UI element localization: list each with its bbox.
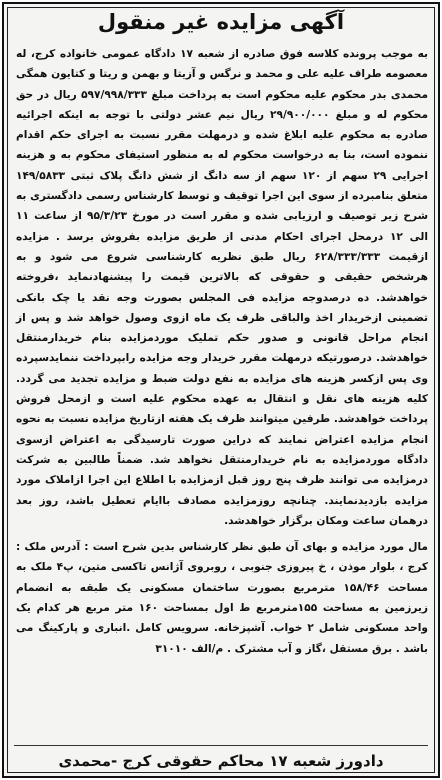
notice-body bbox=[16, 44, 428, 659]
notice-paragraph-main: به موجب پرونده کلاسه فوق صادره از شعبه ۱۷ دادگاه عمومی خانواده کرج، له معصومه طراف علیه علی و محمد و نرگس و آزیتا و بهمن و ریتا و کتایون همگی محمدی بدر محکوم علیه محکوم است به پرداخت مبلغ ۵۹۷/۹۹۸/۳۳۳ ریال در حق محکوم له و مبلغ ۲۹/۹۰۰/۰۰۰ ریال نیم عشر دولتی با توجه به اینکه اجرائیه صادره به محکوم علیه ابلاغ شده و درمهلت مقرر نسبت به اجرای حکم اقدام ننموده است، بنا به درخواست محکوم له به منظور استیفای محکوم به و هزینه اجرایی ۲۹ سهم از ۱۲۰ سهم از سه دانگ از شش دانگ پلاک ثبتی ۱۴۹/۵۸۳۳ متعلق بنامبرده از سوی این اجرا توقیف و توسط کارشناس رسمی دادگستری به شرح زیر توصیف و ارزیابی شده و مقرر است در مورخ ۹۵/۳/۲۳ از ساعت ۱۱ الی ۱۲ درمحل اجرای احکام مدنی از طریق مزایده بفروش برسد . مزایده ازقیمت ۶۲۸/۳۳۳/۳۳۳ ریال طبق نظریه کارشناسی شروع می شود و به هرشخص حقیقی و حقوقی که بالاترین قیمت را پیشنهادنماید ،فروخته خواهدشد. ده درصدوجه مزایده فی المجلس بصورت وجه نقد یا چک بانکی تضمینی ازخریدار اخذ والباقی ظرف یک ماه ازوی وصول خواهد شد و پس از انجام مراحل قانونی و صدور حکم تملیک موردمزایده بنام خریدارمنتقل خواهدشد. درصورتیکه درمهلت مقرر خریدار وجه مزایده رابپرداخت ننمایدسپرده وی پس ازکسر هزینه های مزایده به نفع دولت ضبط و مزایده تجدید می گردد. کلیه هزینه های نقل و انتقال به عهده محکوم علیه است و ازمحل فروش پرداخت خواهدشد. طرفین میتوانند ظرف یک هفته ازتاریخ مزایده نسبت به نحوه انجام مزایده اعتراض نمایند که دراین صورت تارسیدگی به اعتراض ازسوی دادگاه موردمزایده به نام خریدارمنتقل نخواهد شد. ضمناً طالبین به شرکت درمزایده می توانند ظرف پنج روز قبل ازمزایده با اطلاع این اجرا ازاملاک مورد مزایده بازدیدنمایند. چنانچه روزمزایده مصادف باایام تعطیل باشد، روز بعد درهمان ساعت ومکان برگزار خواهدشد. bbox=[16, 48, 429, 527]
notice-paragraph-property: مال مورد مزایده و بهای آن طبق نظر کارشناس بدین شرح است : آدرس ملک : کرج ، بلوار موذن ، خ پیروزی جنوبی ، روبروی آژانس تاکسی متین، پ۴ ملک به مساحت ۱۵۸/۴۶ مترمربع بصورت ساختمان مسکونی یک طبقه به انضمام زیرزمین به مساحت ۱۵۵مترمربع ط اول بمساحت ۱۶۰ متر مربع هر کدام یک واحد مسکونی شامل ۲ خواب. آشپزخانه. سرویس کامل .انباری و پارکینگ می باشد . برق مستقل ،گاز و آب مشترک . م/الف ۳۱۰۱۰ bbox=[16, 541, 428, 655]
footer-divider bbox=[14, 745, 428, 746]
notice-title: آگهی مزایده غیر منقول bbox=[97, 10, 345, 34]
notice-signature: دادورز شعبه ۱۷ محاکم حقوقی کرج -محمدی bbox=[58, 752, 384, 770]
notice-page bbox=[2, 2, 440, 778]
